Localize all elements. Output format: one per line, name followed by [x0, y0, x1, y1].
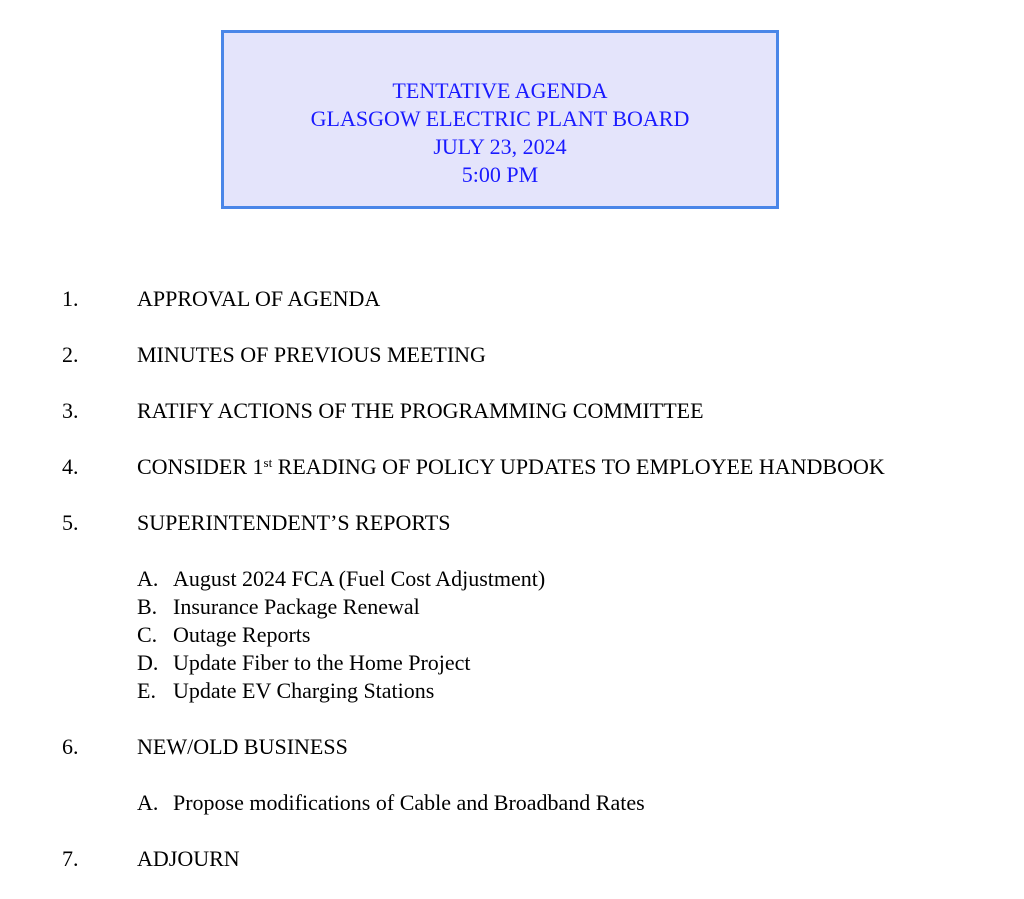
sub-item-text: August 2024 FCA (Fuel Cost Adjustment) [173, 566, 546, 591]
agenda-item-number: 3. [62, 398, 79, 423]
agenda-item-1 [0, 285, 1024, 313]
meeting-time: 5:00 PM [461, 162, 539, 187]
sub-item-text: Update Fiber to the Home Project [173, 650, 471, 675]
agenda-item-5 [0, 509, 1024, 537]
ordinal-suffix: st [263, 455, 273, 470]
agenda-item-label-start: CONSIDER 1 [137, 454, 264, 479]
organization-name: GLASGOW ELECTRIC PLANT BOARD [310, 106, 690, 131]
agenda-item-number: 2. [62, 342, 79, 367]
sub-item-text: Insurance Package Renewal [173, 594, 420, 619]
agenda-item-label: SUPERINTENDENT’S REPORTS [137, 510, 451, 535]
agenda-item-3 [0, 397, 1024, 425]
agenda-item-number: 4. [62, 454, 79, 479]
sub-item-text: Update EV Charging Stations [173, 678, 435, 703]
agenda-item-number: 6. [62, 734, 79, 759]
agenda-item-label: ADJOURN [137, 846, 240, 871]
agenda-header [224, 33, 776, 189]
sub-item-5a [137, 565, 545, 593]
agenda-item-label: MINUTES OF PREVIOUS MEETING [137, 342, 486, 367]
agenda-item-label: APPROVAL OF AGENDA [137, 286, 381, 311]
agenda-item-number: 7. [62, 846, 79, 871]
sub-item-6a [137, 789, 645, 817]
agenda-item-number: 5. [62, 510, 79, 535]
sub-item-text: Outage Reports [173, 622, 311, 647]
agenda-item-number: 1. [62, 286, 79, 311]
sub-item-5e [137, 677, 434, 705]
agenda-item-label [137, 453, 885, 481]
sub-item-letter: B. [137, 594, 158, 619]
agenda-item-2 [0, 341, 1024, 369]
sub-item-letter: E. [137, 678, 156, 703]
agenda-item-6 [0, 733, 1024, 761]
sub-item-text: Propose modifications of Cable and Broadband Rates [173, 790, 645, 815]
agenda-header-box [221, 30, 779, 209]
sub-item-letter: C. [137, 622, 158, 647]
agenda-title: TENTATIVE AGENDA [392, 78, 608, 103]
agenda-item-label-end: READING OF POLICY UPDATES TO EMPLOYEE HANDBOOK [272, 454, 885, 479]
sub-item-letter: A. [137, 566, 159, 591]
agenda-item-label: RATIFY ACTIONS OF THE PROGRAMMING COMMITTEE [137, 398, 704, 423]
sub-item-letter: D. [137, 650, 159, 675]
sub-item-5c [137, 621, 310, 649]
sub-item-letter: A. [137, 790, 159, 815]
meeting-date: JULY 23, 2024 [433, 134, 567, 159]
agenda-item-4 [0, 453, 1024, 481]
sub-item-5b [137, 593, 420, 621]
agenda-item-label: NEW/OLD BUSINESS [137, 734, 348, 759]
sub-item-5d [137, 649, 471, 677]
agenda-item-7 [0, 845, 1024, 873]
